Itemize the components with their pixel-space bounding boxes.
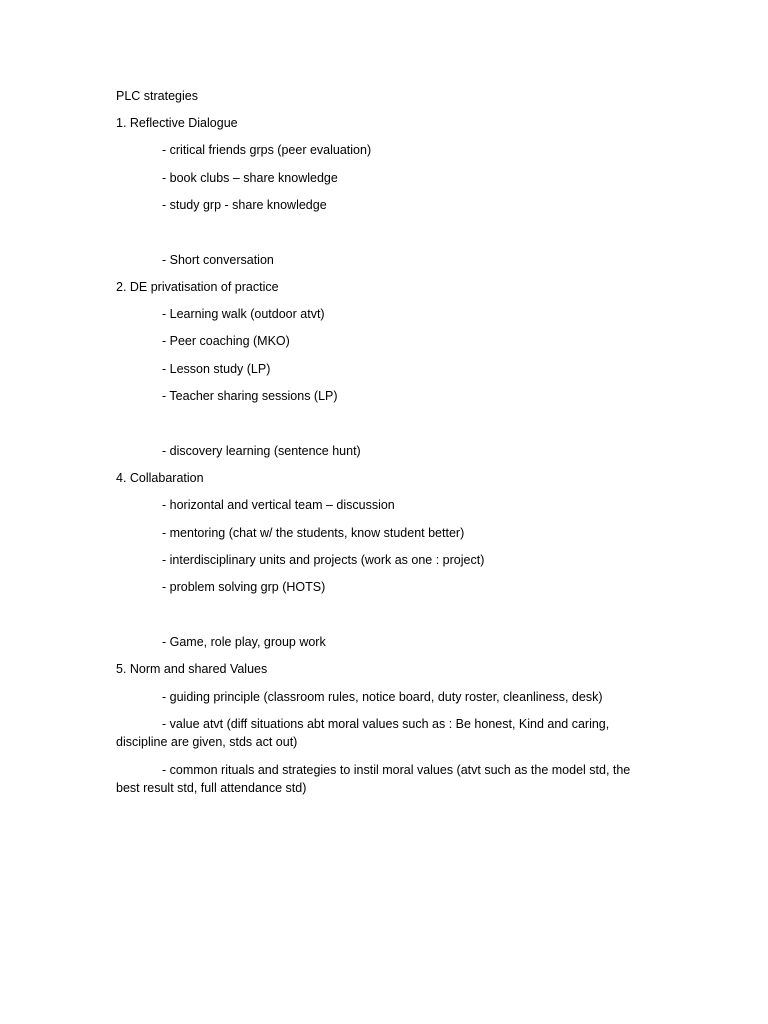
list-item: - discovery learning (sentence hunt)	[162, 444, 361, 458]
list-item: - critical friends grps (peer evaluation)	[162, 143, 372, 157]
section-heading: 5. Norm and shared Values	[116, 662, 268, 676]
list-item: - mentoring (chat w/ the students, know student better)	[162, 526, 465, 540]
list-item: - interdisciplinary units and projects (work as one : project)	[162, 553, 485, 567]
list-item: - horizontal and vertical team – discussion	[162, 498, 395, 512]
document-title: PLC strategies	[116, 89, 198, 103]
list-item: - common rituals and strategies to instil moral values (atvt such as the model std, the best result std, full attendance std)	[116, 763, 631, 795]
section-heading: 4. Collabaration	[116, 471, 204, 485]
list-item: - guiding principle (classroom rules, notice board, duty roster, cleanliness, desk)	[162, 690, 603, 704]
list-item: - Peer coaching (MKO)	[162, 334, 290, 348]
list-item: - Teacher sharing sessions (LP)	[162, 389, 338, 403]
list-item: - Game, role play, group work	[162, 635, 326, 649]
list-item: - study grp - share knowledge	[162, 198, 327, 212]
section-heading: 1. Reflective Dialogue	[116, 116, 238, 130]
list-item: - Short conversation	[162, 253, 274, 267]
list-item: - value atvt (diff situations abt moral values such as : Be honest, Kind and caring, discipline are given, stds act out)	[116, 717, 610, 749]
list-item: - Learning walk (outdoor atvt)	[162, 307, 325, 321]
list-item: - Lesson study (LP)	[162, 362, 271, 376]
list-item: - problem solving grp (HOTS)	[162, 580, 326, 594]
list-item: - book clubs – share knowledge	[162, 171, 338, 185]
section-heading: 2. DE privatisation of practice	[116, 280, 279, 294]
